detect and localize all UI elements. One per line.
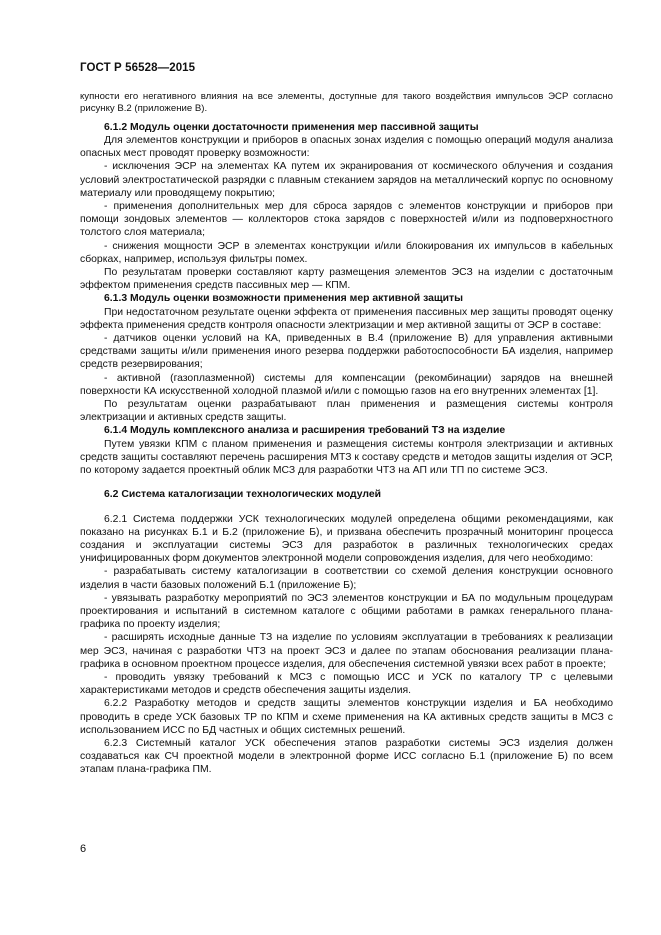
section-6-1-3-conclusion: По результатам оценки разрабатывают план применения и размещения системы контроля электризации и активных средств защиты. (80, 399, 613, 424)
list-item: - разрабатывать систему каталогизации в соответствии со схемой деления конструкции основного изделия в части базовых положений Б.1 (приложение Б); (80, 566, 613, 591)
section-gap (80, 502, 613, 513)
list-item: - увязывать разработку мероприятий по ЭСЗ элементов конструкции и БА по модульным процедурам проектирования и испытаний в системном каталоге с общими работами в рамках генерального плана-графика по проекту изделия; (80, 592, 613, 631)
section-6-1-3-paragraph: При недостаточном результате оценки эффекта от применения пассивных мер защиты проводят оценку эффекта применения средств контроля опасности электризации и мер активной защиты от ЭСР в составе: (80, 306, 613, 331)
document-body (80, 91, 613, 777)
section-6-2-3-paragraph: 6.2.3 Системный каталог УСК обеспечения этапов разработки системы ЭСЗ изделия должен создаваться как СЧ проектной модели в электронной форме ИСС согласно Б.1 (приложение Б) по всем этапам плана-графика ПМ. (80, 737, 613, 776)
document-code-header: ГОСТ Р 56528—2015 (80, 62, 196, 74)
page-number: 6 (80, 843, 87, 855)
section-6-1-2-heading: 6.1.2 Модуль оценки достаточности применения мер пассивной защиты (104, 121, 479, 133)
section-6-2-heading: 6.2 Система каталогизации технологических модулей (104, 489, 382, 501)
list-item: - датчиков оценки условий на КА, приведенных в В.4 (приложение В) для управления активными средствами защиты и/или применения иного резерва поддержки работоспособности БА изделия, например средств резервирования; (80, 333, 613, 371)
section-6-1-4-paragraph: Путем увязки КПМ с планом применения и размещения системы контроля электризации и активных средств защиты составляют перечень расширения МТЗ к составу средств и методов защиты изделия от ЭСР, по которому задается проектный облик МСЗ для разработки ЧТЗ на АП или ТП по системе ЭСЗ. (80, 438, 613, 477)
list-item: - исключения ЭСР на элементах КА путем их экранирования от космического облучения и создания условий электростатической разрядки с плавным стеканием зарядов на металлический корпус по основному материалу или проводящему покрытию; (80, 161, 613, 199)
section-6-1-2-conclusion: По результатам проверки составляют карту размещения элементов ЭСЗ на изделии с достаточным эффектом применения средств пассивных мер — КПМ. (80, 267, 613, 292)
section-6-1-2-paragraph: Для элементов конструкции и приборов в опасных зонах изделия с помощью операций модуля анализа опасных мест проводят проверку возможности: (80, 135, 613, 160)
continuation-paragraph: купности его негативного влияния на все элементы, доступные для такого воздействия импульсов ЭСР согласно рисунку В.2 (приложение В). (80, 91, 613, 115)
list-item: - проводить увязку требований к МСЗ с помощью ИСС и УСК по каталогу ТР с целевыми характеристиками методов и средств обеспечения защиты изделия. (80, 671, 613, 697)
section-6-2-1-paragraph: 6.2.1 Система поддержки УСК технологических модулей определена общими рекомендациями, как показано на рисунках Б.1 и Б.2 (приложение Б), и призвана обеспечить прозрачный мониторинг процесса создания и эксплуатации системы ЭСЗ для разработок в различных технологических средах унифицированных форм документов электронной модели сопровождения изделия, для чего необходимо: (80, 513, 613, 565)
section-6-1-4-heading: 6.1.4 Модуль комплексного анализа и расширения требований ТЗ на изделие (104, 425, 506, 437)
list-item: - расширять исходные данные ТЗ на изделие по условиям эксплуатации в требованиях к реализации мер ЭСЗ, начиная с разработки ЧТЗ на проект ЭСЗ и далее по этапам обоснования реализации плана-графика в основном проектном процессе изделия, для обеспечения системной увязки всех работ в проекте; (80, 632, 613, 670)
section-6-2-2-paragraph: 6.2.2 Разработку методов и средств защиты элементов конструкции изделия и БА необходимо проводить в среде УСК базовых ТР по КПМ и схеме применения на КА активных средств защиты в МСЗ с использованием ИСС по БД частных и общих системных решений. (80, 698, 613, 736)
list-item: - активной (газоплазменной) системы для компенсации (рекомбинации) зарядов на внешней поверхности КА искусственной холодной плазмой и/или с помощью газов на его внутренних элементах [1]. (80, 372, 613, 397)
list-item: - применения дополнительных мер для сброса зарядов с элементов конструкции и приборов при помощи зондовых элементов — коллекторов стока зарядов с поверхностей и/или из подповерхностного толстого слоя материала; (80, 201, 613, 239)
section-gap (80, 477, 613, 488)
list-item: - снижения мощности ЭСР в элементах конструкции и/или блокирования их импульсов в кабельных сборках, например, используя фильтры помех. (80, 240, 613, 265)
section-6-1-3-heading: 6.1.3 Модуль оценки возможности применения мер активной защиты (104, 293, 463, 305)
